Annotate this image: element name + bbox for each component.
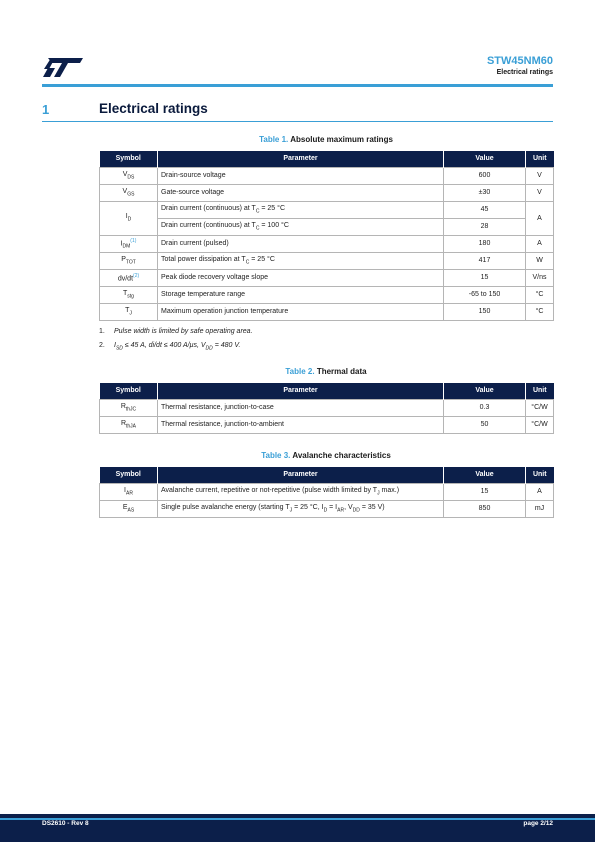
parameter-cell: Avalanche current, repetitive or not-repetitive (pulse width limited by $T_J$ max.) (158, 483, 444, 500)
table2-caption (99, 367, 553, 376)
value-cell: 180 (444, 235, 526, 252)
table-header-row (100, 467, 554, 483)
table1-caption-label: Table 1. (259, 135, 289, 144)
table1-caption-text: Absolute maximum ratings (290, 135, 393, 144)
value-cell: 417 (444, 252, 526, 269)
avalanche-characteristics-table (99, 467, 554, 518)
table3-caption-text: Avalanche characteristics (292, 451, 391, 460)
parameter-cell: Single pulse avalanche energy (starting $T_J = 25$ °C, $I_D = I_{AR}$, $V_{DD} = 35$ V) (158, 500, 444, 517)
parameter-cell: Maximum operation junction temperature (158, 303, 444, 320)
unit-cell: °C/W (526, 416, 554, 433)
section-number: 1 (42, 102, 50, 117)
table3-caption-label: Table 3. (261, 451, 291, 460)
parameter-cell: Drain current (continuous) at $T_C = 25$ °C (158, 201, 444, 218)
header-unit: Unit (526, 151, 554, 167)
table-header-row (100, 151, 554, 167)
table-row (100, 399, 554, 416)
parameter-cell: Thermal resistance, junction-to-ambient (158, 416, 444, 433)
header-value: Value (444, 151, 526, 167)
parameter-cell: Peak diode recovery voltage slope (158, 269, 444, 286)
symbol-cell: $R_{thJA}$ (100, 416, 158, 433)
symbol-cell: $I_{AR}$ (100, 483, 158, 500)
value-cell: ±30 (444, 184, 526, 201)
symbol-cell: $E_{AS}$ (100, 500, 158, 517)
thermal-data-table (99, 383, 554, 434)
footnote-1: 1. Pulse width is limited by safe operating area. (99, 328, 253, 335)
table-row (100, 500, 554, 517)
table3-caption (99, 451, 553, 460)
document-subtitle: Electrical ratings (496, 69, 553, 76)
table-row (100, 167, 554, 184)
value-cell: -65 to 150 (444, 286, 526, 303)
parameter-cell: Thermal resistance, junction-to-case (158, 399, 444, 416)
header-value: Value (444, 383, 526, 399)
footnote-ref[interactable]: (2) (133, 272, 140, 279)
table-row (100, 201, 554, 218)
table-row (100, 235, 554, 252)
value-cell: 150 (444, 303, 526, 320)
symbol-cell: $T_J$ (100, 303, 158, 320)
table1-caption (99, 135, 553, 144)
parameter-cell: Total power dissipation at $T_C = 25$ °C (158, 252, 444, 269)
unit-cell: °C (526, 286, 554, 303)
value-cell: 50 (444, 416, 526, 433)
table-row (100, 483, 554, 500)
document-title: STW45NM60 (486, 55, 553, 67)
parameter-cell: Storage temperature range (158, 286, 444, 303)
value-cell: 15 (444, 269, 526, 286)
parameter-cell: Gate-source voltage (158, 184, 444, 201)
header-parameter: Parameter (158, 151, 444, 167)
value-cell: 600 (444, 167, 526, 184)
footer-accent-line (0, 818, 595, 820)
header-symbol: Symbol (100, 383, 158, 399)
header-unit: Unit (526, 467, 554, 483)
table2-caption-text: Thermal data (316, 367, 367, 376)
st-logo (42, 56, 84, 78)
symbol-cell: $T_{stg}$ (100, 286, 158, 303)
header-parameter: Parameter (158, 383, 444, 399)
unit-cell: °C/W (526, 399, 554, 416)
symbol-cell: $V_{DS}$ (100, 167, 158, 184)
header-unit: Unit (526, 383, 554, 399)
table-row (100, 252, 554, 269)
unit-cell: A (526, 235, 554, 252)
symbol-cell: $V_{GS}$ (100, 184, 158, 201)
table-row (100, 269, 554, 286)
table-header-row (100, 383, 554, 399)
parameter-cell: Drain current (pulsed) (158, 235, 444, 252)
table-row (100, 303, 554, 320)
unit-cell: A (526, 483, 554, 500)
symbol-cell: dv/dt$^{(2)}$ (100, 269, 158, 286)
footnote-ref[interactable]: (1) (130, 237, 137, 244)
header-parameter: Parameter (158, 467, 444, 483)
unit-cell: V (526, 184, 554, 201)
unit-cell: W (526, 252, 554, 269)
table-row (100, 416, 554, 433)
section-title: Electrical ratings (99, 101, 208, 116)
unit-cell: A (526, 201, 554, 235)
unit-cell: °C (526, 303, 554, 320)
header-value: Value (444, 467, 526, 483)
table2-caption-label: Table 2. (285, 367, 315, 376)
symbol-cell: $P_{TOT}$ (100, 252, 158, 269)
header-symbol: Symbol (100, 467, 158, 483)
symbol-cell: $I_{DM}^{(1)}$ (100, 235, 158, 252)
unit-cell: mJ (526, 500, 554, 517)
absolute-max-ratings-table (99, 151, 554, 321)
header-rule (42, 84, 553, 87)
value-cell: 28 (444, 218, 526, 235)
header-symbol: Symbol (100, 151, 158, 167)
parameter-cell: Drain current (continuous) at $T_C = 100$ °C (158, 218, 444, 235)
table-row (100, 184, 554, 201)
document-header (487, 55, 553, 78)
page-number: page 2/12 (523, 820, 553, 827)
footnote-2: 2. $I_{SD} \le 45$ A, di/dt ≤ 400 A/μs, $V_{DD} = 480$ V. (99, 341, 241, 351)
symbol-cell: $R_{thJC}$ (100, 399, 158, 416)
value-cell: 850 (444, 500, 526, 517)
table1-footnotes (99, 325, 253, 355)
value-cell: 15 (444, 483, 526, 500)
parameter-cell: Drain-source voltage (158, 167, 444, 184)
section-rule (42, 121, 553, 122)
value-cell: 45 (444, 201, 526, 218)
unit-cell: V (526, 167, 554, 184)
table-row (100, 218, 554, 235)
document-revision: DS2610 - Rev 8 (42, 820, 89, 827)
symbol-cell: $I_D$ (100, 201, 158, 235)
value-cell: 0.3 (444, 399, 526, 416)
unit-cell: V/ns (526, 269, 554, 286)
table-row (100, 286, 554, 303)
